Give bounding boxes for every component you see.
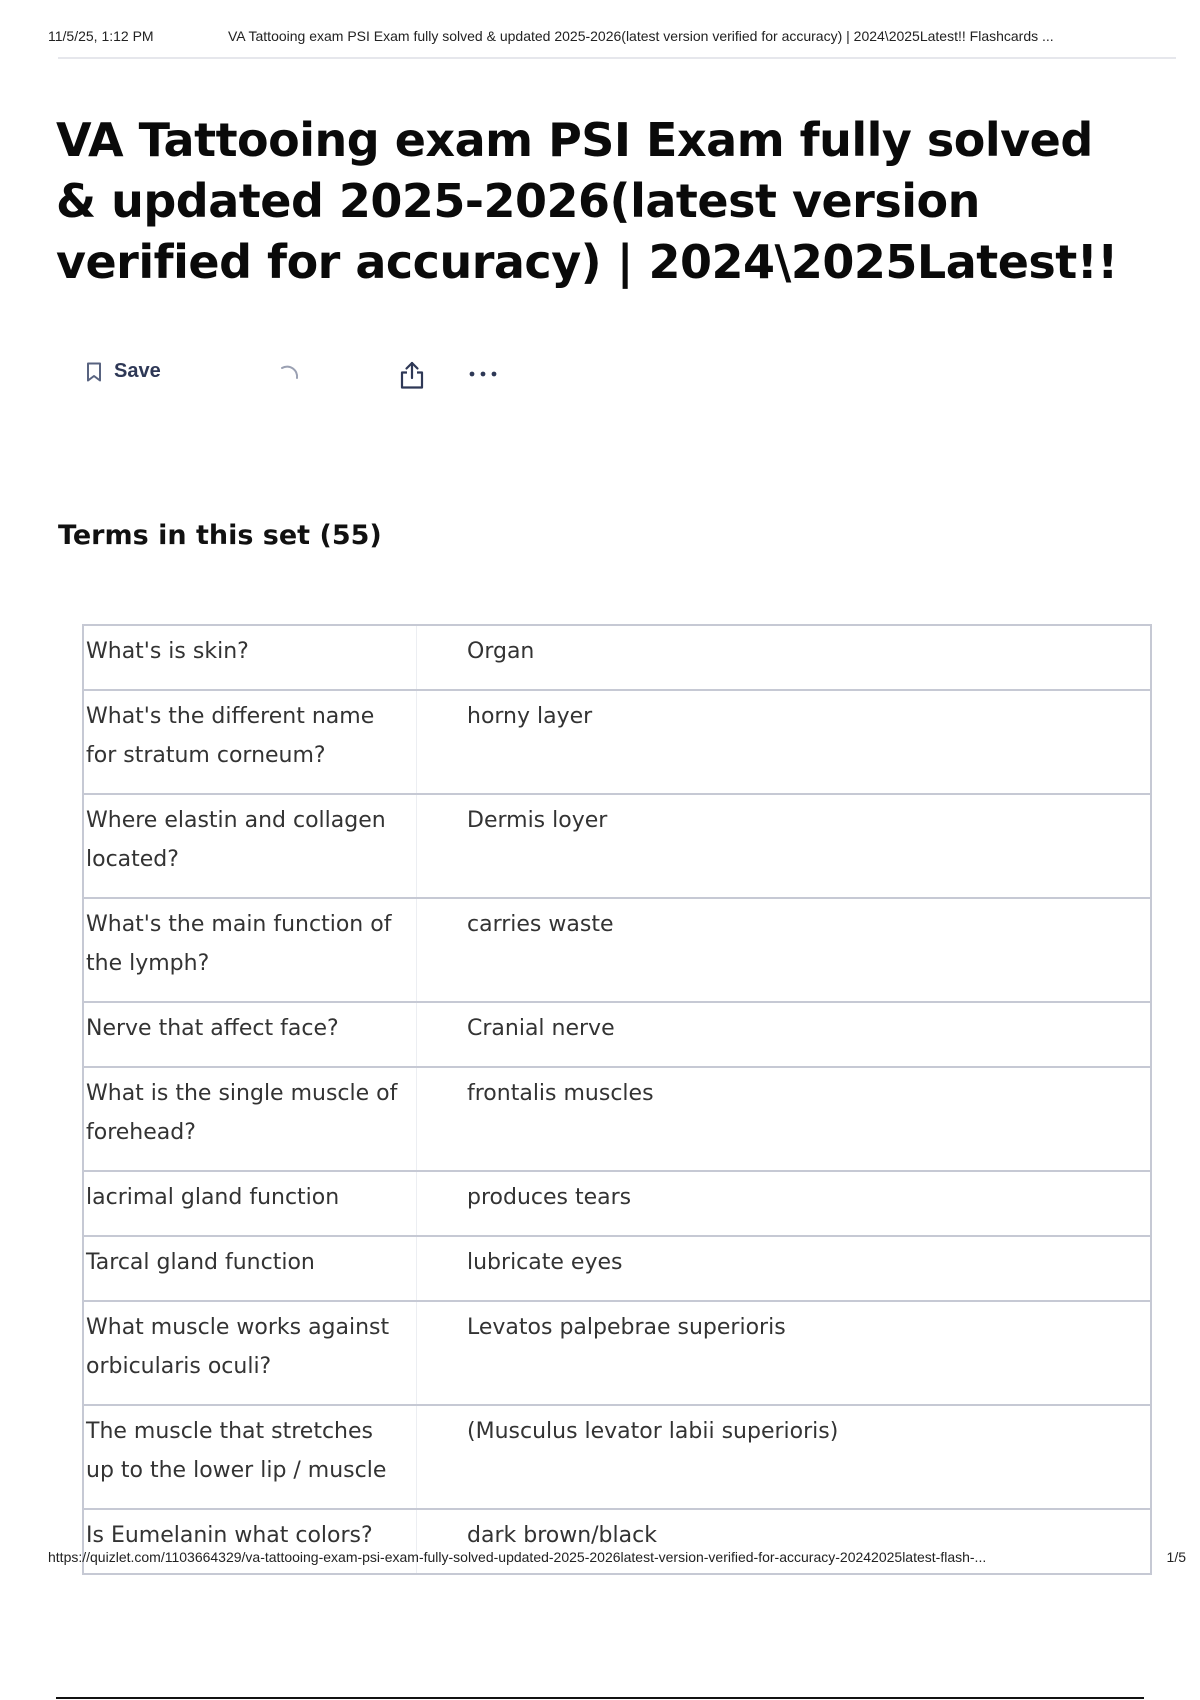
definition-cell: Organ: [467, 639, 535, 664]
table-row: [83, 1067, 1151, 1171]
more-options-icon: [468, 364, 498, 384]
header-divider: [58, 57, 1176, 59]
definition-cell: dark brown/black: [467, 1523, 657, 1548]
definition-cell: carries waste: [467, 912, 614, 937]
terms-heading: Terms in this set (55): [58, 520, 382, 551]
print-date: 11/5/25, 1:12 PM: [48, 28, 154, 44]
table-row: [83, 1405, 1151, 1509]
term-cell: lacrimal gland function: [83, 1171, 417, 1236]
definition-cell: produces tears: [467, 1185, 632, 1210]
more-options-button[interactable]: [468, 364, 498, 384]
definition-cell: horny layer: [467, 704, 593, 729]
table-row: [83, 794, 1151, 898]
table-row: [83, 625, 1151, 690]
table-row: [83, 690, 1151, 794]
print-footer: [48, 1549, 1186, 1565]
definition-cell: Levatos palpebrae superioris: [467, 1315, 786, 1340]
term-cell: Is Eumelanin what colors?: [83, 1509, 417, 1574]
definition-cell: (Musculus levator labii superioris): [467, 1419, 839, 1444]
bookmark-icon: [86, 362, 102, 382]
term-cell: What's is skin?: [83, 625, 417, 690]
table-row: [83, 898, 1151, 1002]
table-row: [83, 1171, 1151, 1236]
page-title: VA Tattooing exam PSI Exam fully solved & updated 2025-2026(latest version verified for accuracy) | 2024\2025Latest!!: [56, 113, 1118, 289]
table-row: [83, 1236, 1151, 1301]
save-button[interactable]: [86, 360, 161, 383]
page-url: https://quizlet.com/1103664329/va-tattooing-exam-psi-exam-fully-solved-updated-2025-2026latest-version-verified-for-accuracy-20242025latest-flash-...: [48, 1549, 987, 1565]
definition-cell: Cranial nerve: [467, 1016, 615, 1041]
term-cell: What's the different name for stratum corneum?: [83, 690, 417, 794]
loading-spinner-icon: [276, 362, 302, 388]
share-icon: [398, 360, 426, 390]
term-cell: The muscle that stretches up to the lower lip / muscle: [83, 1405, 417, 1509]
page-number: 1/5: [1166, 1549, 1186, 1565]
term-cell: What muscle works against orbicularis oculi?: [83, 1301, 417, 1405]
term-cell: Tarcal gland function: [83, 1236, 417, 1301]
definition-cell: frontalis muscles: [467, 1081, 654, 1106]
terms-table: [82, 624, 1152, 1575]
table-row: [83, 1301, 1151, 1405]
term-cell: What is the single muscle of forehead?: [83, 1067, 417, 1171]
term-cell: What's the main function of the lymph?: [83, 898, 417, 1002]
term-cell: Where elastin and collagen located?: [83, 794, 417, 898]
share-button[interactable]: [398, 360, 426, 390]
print-header: [48, 28, 1170, 44]
definition-cell: lubricate eyes: [467, 1250, 623, 1275]
definition-cell: Dermis loyer: [467, 808, 608, 833]
print-doc-title: VA Tattooing exam PSI Exam fully solved & updated 2025-2026(latest version verified for accuracy) | 2024\2025Latest!! Flashcards ...: [228, 28, 1054, 44]
save-button-label: Save: [114, 360, 161, 382]
table-row: [83, 1002, 1151, 1067]
footer-divider: [56, 1697, 1144, 1699]
term-cell: Nerve that affect face?: [83, 1002, 417, 1067]
